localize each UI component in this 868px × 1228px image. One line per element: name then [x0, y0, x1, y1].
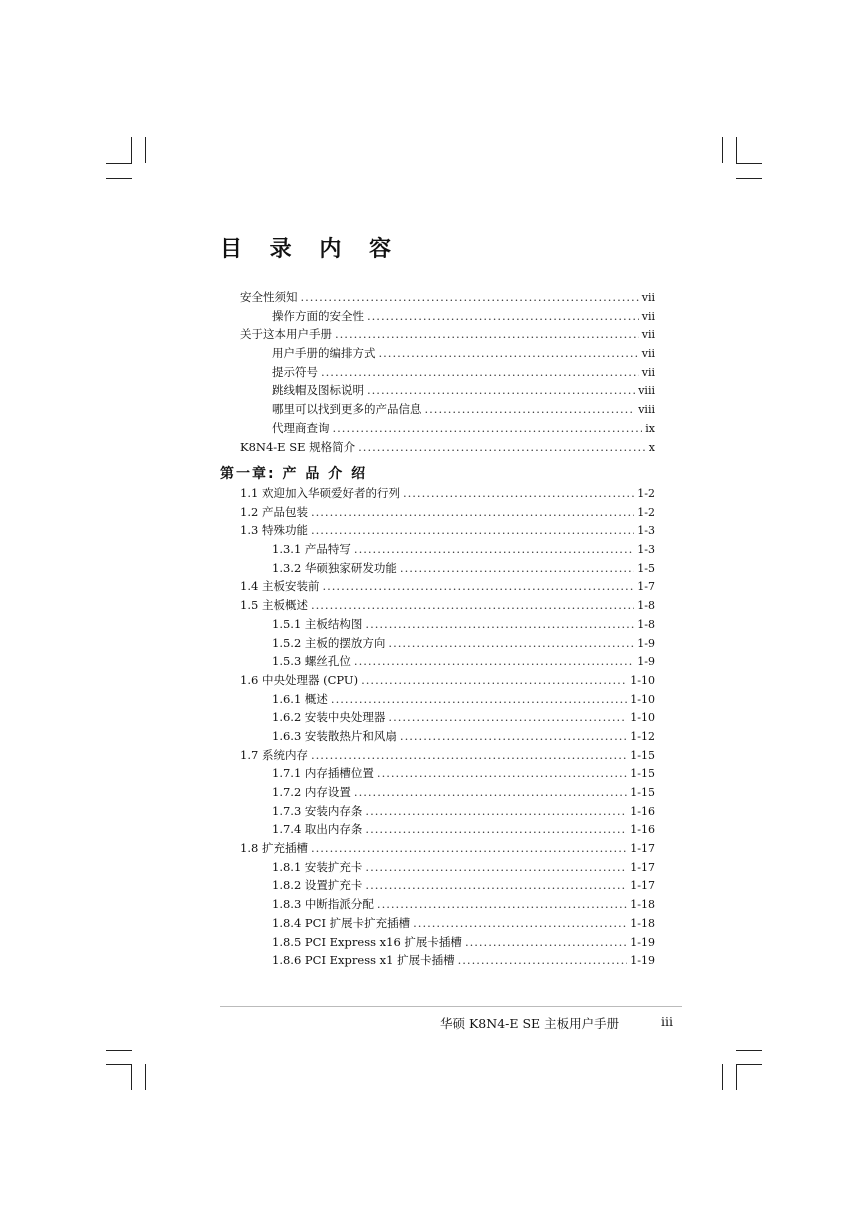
- toc-entry-page: 1-8: [637, 599, 655, 613]
- crop-mark: [131, 137, 132, 163]
- toc-entry[interactable]: [240, 672, 655, 691]
- toc-entry-page: 1-18: [630, 916, 655, 930]
- toc-entry-page: 1-5: [637, 561, 655, 575]
- toc-entry-title: 1.5.1 主板结构图: [272, 616, 363, 631]
- toc-entry-page: 1-15: [630, 748, 655, 762]
- toc-entry[interactable]: [240, 653, 655, 672]
- toc-entry[interactable]: [240, 821, 655, 840]
- crop-mark: [722, 1064, 723, 1090]
- toc-entry-title: 哪里可以找到更多的产品信息: [272, 402, 422, 417]
- toc-dot-leader: [458, 953, 628, 967]
- toc-entry[interactable]: [240, 877, 655, 896]
- toc-entry-title: 1.7.1 内存插槽位置: [272, 766, 374, 781]
- toc-entry-title: 1.6 中央处理器 (CPU): [240, 672, 359, 687]
- front-matter-toc: [240, 289, 655, 457]
- toc-dot-leader: [365, 822, 627, 836]
- crop-mark: [722, 137, 723, 163]
- crop-mark: [736, 178, 762, 179]
- toc-entry-page: 1-16: [630, 823, 655, 837]
- toc-dot-leader: [367, 383, 635, 397]
- toc-entry[interactable]: [240, 560, 655, 579]
- toc-dot-leader: [388, 636, 634, 650]
- toc-entry-title: 1.8.6 PCI Express x1 扩展卡插槽: [272, 953, 455, 968]
- toc-entry-page: 1-19: [630, 954, 655, 968]
- chapter-title: 第一章: 产 品 介 绍: [220, 466, 368, 482]
- toc-entry-title: 1.2 产品包装: [240, 504, 308, 519]
- toc-entry-page: vii: [641, 347, 655, 361]
- toc-entry-page: 1-17: [630, 842, 655, 856]
- toc-entry-title: 1.6.1 概述: [272, 691, 328, 706]
- toc-dot-leader: [335, 327, 639, 341]
- toc-entry[interactable]: [240, 765, 655, 784]
- toc-entry-page: vii: [641, 328, 655, 342]
- toc-entry-page: 1-2: [637, 487, 655, 500]
- toc-entry-title: 1.8 扩充插槽: [240, 841, 308, 856]
- toc-entry-title: 1.8.4 PCI 扩展卡扩充插槽: [272, 915, 411, 930]
- toc-entry-page: 1-8: [637, 617, 655, 631]
- toc-dot-leader: [354, 542, 634, 556]
- toc-entry[interactable]: [240, 522, 655, 541]
- toc-entry-title: 1.1 欢迎加入华硕爱好者的行列: [240, 486, 400, 500]
- toc-dot-leader: [379, 346, 639, 360]
- toc-entry[interactable]: [240, 728, 655, 747]
- toc-entry-title: 1.3.1 产品特写: [272, 542, 351, 557]
- toc-dot-leader: [301, 290, 639, 304]
- toc-dot-leader: [377, 897, 627, 911]
- toc-entry[interactable]: [240, 635, 655, 654]
- toc-entry-title: 1.5.2 主板的摆放方向: [272, 635, 386, 650]
- toc-entry[interactable]: [240, 915, 655, 934]
- toc-dot-leader: [321, 365, 639, 379]
- toc-entry[interactable]: [240, 504, 655, 523]
- toc-entry-page: viii: [638, 403, 655, 417]
- toc-entry[interactable]: [240, 859, 655, 878]
- crop-mark: [106, 178, 132, 179]
- toc-entry-page: 1-3: [637, 543, 655, 557]
- toc-entry-title: 操作方面的安全性: [272, 308, 364, 323]
- toc-entry[interactable]: [240, 934, 655, 953]
- crop-mark: [736, 1064, 762, 1065]
- crop-mark: [736, 137, 737, 163]
- toc-entry[interactable]: [240, 345, 655, 364]
- toc-entry[interactable]: [240, 401, 655, 420]
- toc-dot-leader: [365, 804, 627, 818]
- toc-dot-leader: [388, 710, 627, 724]
- toc-entry[interactable]: [240, 308, 655, 327]
- toc-entry[interactable]: [240, 597, 655, 616]
- toc-entry[interactable]: [240, 578, 655, 597]
- toc-dot-leader: [400, 561, 634, 575]
- toc-entry-page: 1-15: [630, 767, 655, 781]
- toc-entry-title: 提示符号: [272, 364, 318, 379]
- toc-dot-leader: [354, 654, 634, 668]
- toc-entry-title: 1.7.3 安装内存条: [272, 803, 363, 818]
- toc-entry-title: 1.6.3 安装散热片和风扇: [272, 728, 397, 743]
- toc-entry-title: 1.7 系统内存: [240, 747, 308, 762]
- toc-entry-title: 1.3.2 华硕独家研发功能: [272, 560, 397, 575]
- crop-mark: [131, 1064, 132, 1090]
- toc-dot-leader: [322, 579, 634, 593]
- toc-dot-leader: [403, 486, 634, 500]
- toc-entry-page: 1-19: [630, 935, 655, 949]
- crop-mark: [736, 1064, 737, 1090]
- toc-entry-title: 1.7.2 内存设置: [272, 785, 351, 799]
- toc-entry[interactable]: [240, 784, 655, 803]
- toc-entry[interactable]: [240, 616, 655, 635]
- toc-entry[interactable]: [240, 382, 655, 401]
- toc-entry[interactable]: [240, 364, 655, 383]
- toc-entry-title: 1.3 特殊功能: [240, 523, 308, 538]
- toc-entry-page: vii: [641, 291, 655, 304]
- toc-entry[interactable]: [240, 420, 655, 439]
- toc-dot-leader: [413, 916, 627, 930]
- toc-dot-leader: [377, 766, 627, 780]
- crop-mark: [106, 1064, 132, 1065]
- toc-entry-page: 1-10: [630, 692, 655, 706]
- toc-entry-title: 1.8.3 中断指派分配: [272, 897, 374, 912]
- toc-entry-title: K8N4-E SE 规格简介: [240, 439, 356, 454]
- toc-entry[interactable]: [240, 541, 655, 560]
- page-title: 目 录 内 容: [220, 237, 401, 262]
- toc-entry-title: 1.8.1 安装扩充卡: [272, 859, 363, 874]
- toc-dot-leader: [361, 673, 627, 687]
- crop-mark: [736, 1050, 762, 1051]
- crop-mark: [736, 163, 762, 164]
- toc-entry[interactable]: [240, 896, 655, 915]
- toc-entry-page: 1-7: [637, 580, 655, 594]
- toc-entry-title: 1.8.2 设置扩充卡: [272, 878, 363, 893]
- toc-entry-title: 安全性须知: [240, 290, 298, 304]
- toc-dot-leader: [311, 841, 627, 855]
- toc-entry-page: x: [648, 440, 655, 454]
- toc-entry[interactable]: [240, 691, 655, 710]
- chapter-toc: [240, 485, 655, 971]
- toc-entry-page: viii: [638, 384, 655, 398]
- toc-entry[interactable]: [240, 485, 655, 504]
- toc-entry-page: 1-9: [637, 636, 655, 650]
- toc-entry-title: 1.5.3 螺丝孔位: [272, 654, 351, 669]
- toc-entry-title: 用户手册的编排方式: [272, 346, 376, 361]
- toc-entry-title: 关于这本用户手册: [240, 327, 332, 342]
- toc-dot-leader: [465, 935, 627, 949]
- toc-entry-page: 1-16: [630, 804, 655, 818]
- toc-dot-leader: [333, 421, 643, 435]
- toc-entry-page: vii: [641, 365, 655, 379]
- toc-entry-page: 1-17: [630, 860, 655, 874]
- toc-dot-leader: [311, 523, 634, 537]
- toc-dot-leader: [311, 748, 627, 762]
- toc-entry-page: 1-18: [630, 898, 655, 912]
- toc-entry-page: 1-12: [630, 729, 655, 743]
- toc-dot-leader: [354, 785, 627, 799]
- toc-entry[interactable]: [240, 803, 655, 822]
- toc-entry-title: 代理商查询: [272, 420, 330, 435]
- toc-entry-page: 1-15: [630, 786, 655, 799]
- toc-dot-leader: [358, 440, 646, 454]
- toc-dot-leader: [400, 729, 627, 743]
- toc-dot-leader: [365, 617, 634, 631]
- crop-mark: [106, 163, 132, 164]
- toc-entry[interactable]: [240, 709, 655, 728]
- toc-entry-page: 1-9: [637, 655, 655, 669]
- toc-dot-leader: [331, 692, 627, 706]
- toc-dot-leader: [311, 598, 634, 612]
- toc-entry[interactable]: [240, 439, 655, 458]
- footer-title: 华硕 K8N4-E SE 主板用户手册: [440, 1016, 620, 1031]
- toc-dot-leader: [367, 309, 639, 323]
- toc-entry-title: 1.7.4 取出内存条: [272, 822, 363, 837]
- toc-entry-page: 1-3: [637, 524, 655, 538]
- toc-entry-page: 1-2: [637, 505, 655, 519]
- toc-entry[interactable]: [240, 326, 655, 345]
- toc-dot-leader: [365, 860, 627, 874]
- toc-entry-title: 跳线帽及图标说明: [272, 383, 364, 398]
- toc-entry-page: 1-10: [630, 673, 655, 687]
- footer-page-number: iii: [661, 1014, 673, 1029]
- toc-entry-title: 1.8.5 PCI Express x16 扩展卡插槽: [272, 934, 462, 949]
- toc-dot-leader: [365, 878, 627, 892]
- toc-dot-leader: [311, 505, 634, 519]
- toc-entry-page: vii: [641, 309, 655, 323]
- footer-rule: [220, 1006, 682, 1007]
- toc-entry[interactable]: [240, 952, 655, 971]
- toc-entry-page: 1-17: [630, 879, 655, 893]
- toc-entry-page: 1-10: [630, 711, 655, 725]
- crop-mark: [106, 1050, 132, 1051]
- toc-entry[interactable]: [240, 747, 655, 766]
- crop-mark: [145, 137, 146, 163]
- toc-entry-title: 1.5 主板概述: [240, 598, 308, 613]
- toc-entry-page: ix: [645, 421, 655, 435]
- toc-entry[interactable]: [240, 289, 655, 308]
- toc-entry-title: 1.6.2 安装中央处理器: [272, 710, 386, 725]
- toc-dot-leader: [425, 402, 636, 416]
- toc-entry-title: 1.4 主板安装前: [240, 579, 320, 594]
- crop-mark: [145, 1064, 146, 1090]
- toc-entry[interactable]: [240, 840, 655, 859]
